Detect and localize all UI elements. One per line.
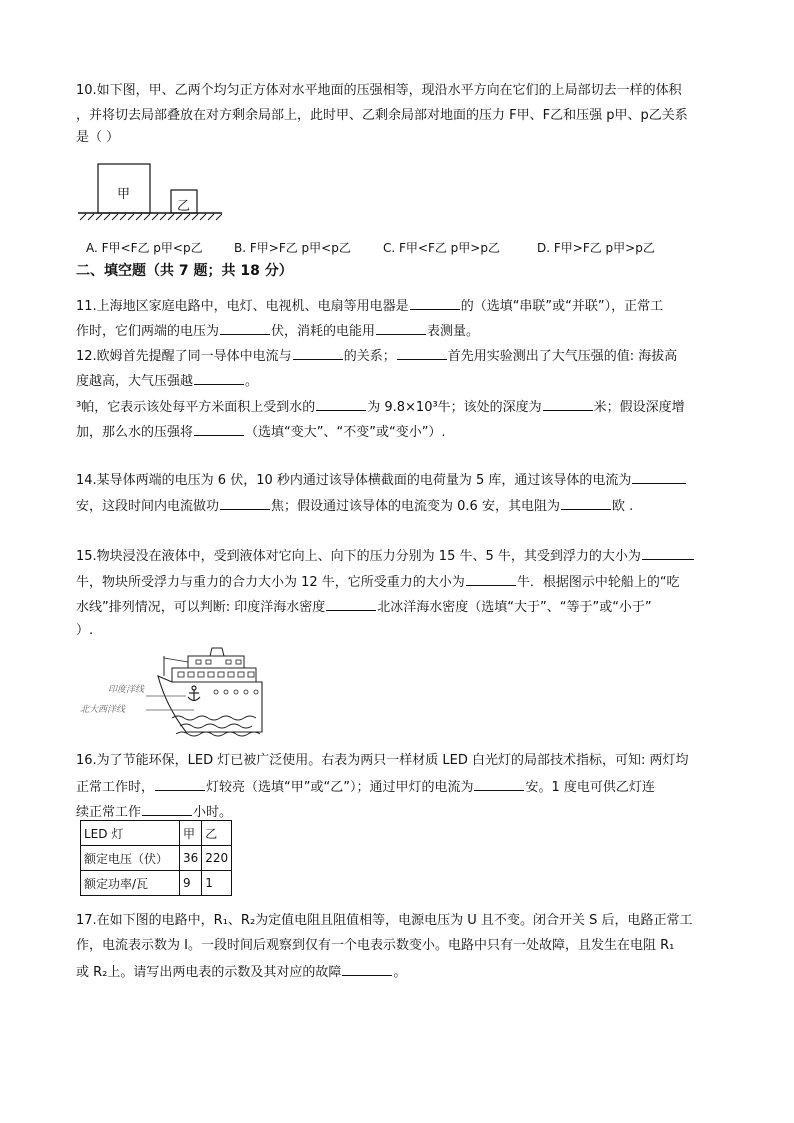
table-cell: 1 (202, 871, 232, 896)
table-cell: 9 (180, 871, 202, 896)
q12-text-e: 。 (245, 374, 259, 389)
q15-blank-2 (466, 572, 516, 586)
q16-line-2 (76, 777, 655, 797)
q16-blank-3 (142, 802, 192, 816)
q13-blank-1 (316, 397, 366, 411)
q14-line-2 (76, 496, 633, 516)
q11-text-a: 11.上海地区家庭电路中，电灯、电视机、电扇等用电器是 (76, 299, 409, 314)
q12-line-2 (76, 371, 258, 391)
q10-cubes-figure (76, 160, 226, 222)
q11-text-c: 作时，它们两端的电压为 (76, 324, 220, 339)
q16-text-c: 灯较亮（选填“甲”或“乙”）；通过甲灯的电流为 (206, 780, 474, 795)
table-cell: 220 (202, 846, 232, 871)
ground-hatch (80, 214, 222, 220)
q10-option-c: C. F甲<F乙 p甲>p乙 (383, 241, 500, 255)
table-row (81, 871, 232, 896)
q13-line-1 (76, 397, 685, 417)
q16-text-e: 续正常工作 (76, 805, 142, 820)
q15-blank-1 (642, 546, 694, 560)
q10-option-b: B. F甲>F乙 p甲<p乙 (234, 241, 351, 255)
q13-text-d: 加，那么水的压强将 (76, 425, 194, 440)
q10-option-a: A. F甲<F乙 p甲<p乙 (86, 241, 203, 255)
q17-text-d: 。 (393, 965, 407, 980)
q10-line-3: 是（ ） (76, 130, 120, 145)
q12-blank-1 (293, 346, 343, 360)
q16-text-d: 安。1 度电可供乙灯连 (525, 780, 655, 795)
q16-text-b: 正常工作时， (76, 780, 155, 795)
table-cell: 额定功率/瓦 (81, 871, 180, 896)
q13-blank-2 (543, 397, 593, 411)
q15-line-1 (76, 546, 695, 566)
q13-blank-3 (194, 422, 244, 436)
q12-text-b: 的关系； (343, 349, 396, 364)
q14-text-b: 安，这段时间内电流做功 (76, 499, 220, 514)
q12-line-1 (76, 346, 677, 366)
q15-text-b: 牛，物块所受浮力与重力的合力大小为 12 牛，它所受重力的大小为 (76, 575, 465, 590)
table-row (81, 846, 232, 871)
cube-yi-label: 乙 (177, 199, 191, 214)
led-spec-table (80, 820, 232, 896)
q17-line-1: 17.在如下图的电路中，R₁、R₂为定值电阻且阻值相等，电源电压为 U 且不变。闭合开关 S 后，电路正常工 (76, 913, 693, 928)
ship-rigging (164, 658, 188, 662)
q14-blank-1 (632, 470, 686, 484)
q15-line-2 (76, 572, 680, 592)
q16-blank-2 (474, 777, 524, 791)
q11-line-2 (76, 321, 479, 341)
q15-text-c: 牛．根据图示中轮船上的“吃 (516, 575, 680, 590)
table-cell: 36 (180, 846, 202, 871)
q17-text-c: 或 R₂上。请写出两电表的示数及其对应的故障 (76, 965, 342, 980)
q14-blank-3 (561, 496, 611, 510)
q11-blank-1 (410, 296, 460, 310)
table-header-cell: 甲 (180, 821, 202, 846)
q11-text-e: 表测量。 (427, 324, 480, 339)
q11-blank-2 (220, 321, 270, 335)
q14-text-a: 14.某导体两端的电压为 6 伏，10 秒内通过该导体横截面的电荷量为 5 库，通过该导体的电流为 (76, 473, 632, 488)
q13-text-e: （选填“变大”、“不变”或“变小”）. (245, 425, 446, 440)
q17-blank-1 (342, 962, 392, 976)
q12-blank-2 (397, 346, 447, 360)
q11-line-1 (76, 296, 663, 316)
q16-blank-1 (155, 777, 205, 791)
q13-text-b: 为 9.8×10³牛；该处的深度为 (367, 400, 542, 415)
q16-text-f: 小时。 (193, 805, 233, 820)
table-header-cell: 乙 (202, 821, 232, 846)
q12-text-d: 度越高，大气压强越 (76, 374, 194, 389)
q10-option-d: D. F甲>F乙 p甲>p乙 (537, 241, 655, 255)
q14-line-1 (76, 470, 687, 490)
q14-text-d: 欧 . (611, 499, 634, 514)
q16-line-1: 16.为了节能环保，LED 灯已被广泛使用。右表为两只一样材质 LED 白光灯的局部技术指标，可知: 两灯均 (76, 753, 689, 768)
q11-text-b: 的（选填“串联”或“并联”），正常工 (460, 299, 664, 314)
q15-line-3 (76, 597, 652, 617)
q10-line-2: ，并将切去局部叠放在对方剩余局部上，此时甲、乙剩余局部对地面的压力 F甲、F乙和压强 p甲、p乙关系 (76, 108, 688, 123)
q13-line-2 (76, 422, 446, 442)
q11-blank-3 (376, 321, 426, 335)
table-header-cell: LED 灯 (81, 821, 180, 846)
q17-line-2: 作，电流表示数为 I。一段时间后观察到仅有一个电表示数变小。电路中只有一处故障，且发生在电阻 R₁ (76, 938, 675, 953)
q12-text-a: 12.欧姆首先提醒了同一导体中电流与 (76, 349, 292, 364)
q13-text-a: ³帕，它表示该处每平方米面积上受到水的 (76, 400, 316, 415)
q15-line-4: ）. (76, 623, 94, 638)
q15-text-e: 北冰洋海水密度（选填“大于”、“等于”或“小于” (377, 600, 652, 615)
q15-text-d: 水线”排列情况，可以判断: 印度洋海水密度 (76, 600, 326, 615)
anchor-icon (188, 686, 200, 701)
table-cell: 额定电压（伏） (81, 846, 180, 871)
q11-text-d: 伏，消耗的电能用 (271, 324, 376, 339)
ship-label-upper: 印度洋线 (108, 685, 145, 695)
q15-blank-3 (326, 597, 376, 611)
q17-line-3 (76, 962, 406, 982)
cube-jia-label: 甲 (117, 187, 131, 202)
q12-text-c: 首先用实验测出了大气压强的值: 海拔高 (447, 349, 678, 364)
q14-blank-2 (220, 496, 270, 510)
q12-blank-3 (194, 371, 244, 385)
q16-line-3 (76, 802, 232, 822)
ship-funnel (210, 648, 224, 656)
q13-text-c: 米；假设深度增 (593, 400, 685, 415)
table-row (81, 821, 232, 846)
section-2-title: 二、填空题（共 7 题；共 18 分） (76, 263, 293, 279)
q14-text-c: 焦；假设通过该导体的电流变为 0.6 安，其电阻为 (271, 499, 560, 514)
water-waves (172, 716, 260, 736)
ship-label-lower: 北大西洋线 (80, 705, 126, 715)
q10-line-1: 10.如下图，甲、乙两个均匀正方体对水平地面的压强相等，现沿水平方向在它们的上局部切去一样的体积 (76, 83, 682, 98)
q15-text-a: 15.物块浸没在液体中，受到液体对它向上、向下的压力分别为 15 牛、5 牛，其受到浮力的大小为 (76, 549, 641, 564)
ship-portholes (214, 690, 258, 694)
ship-figure (76, 646, 266, 742)
